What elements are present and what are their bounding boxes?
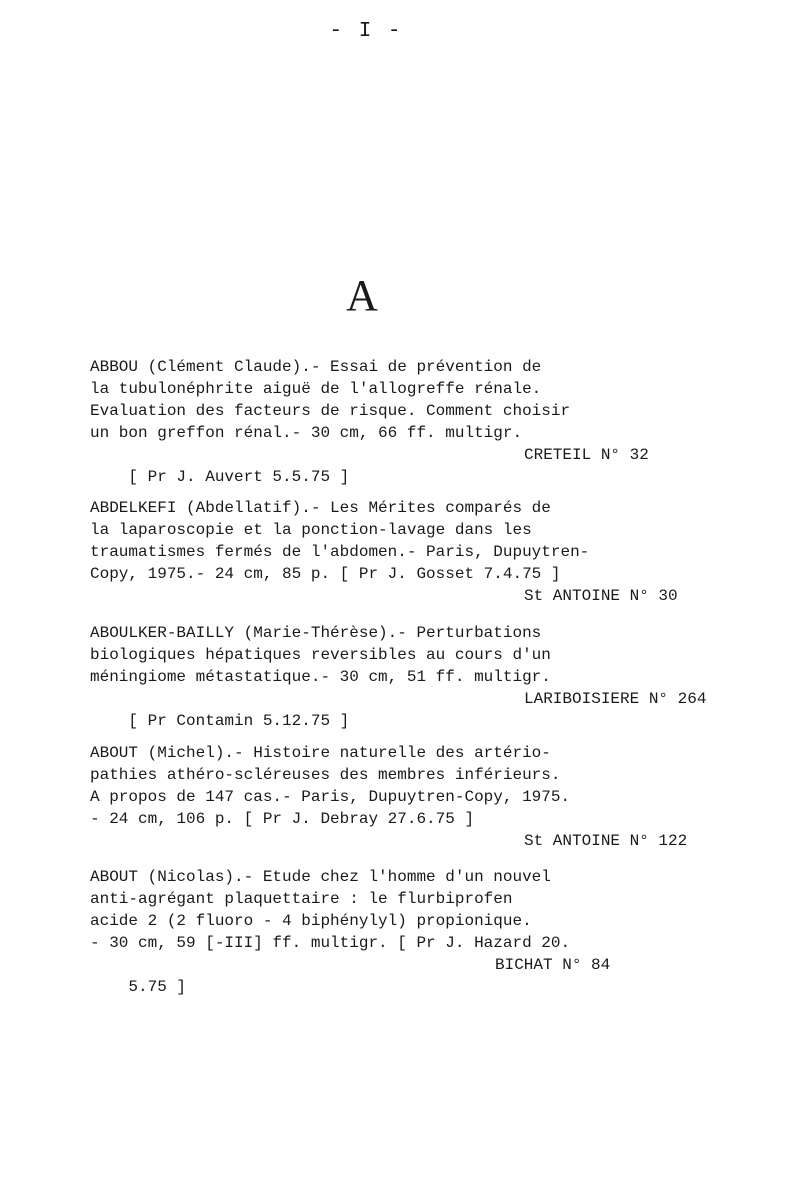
entry-final-line: [90, 830, 730, 852]
entry-final-line: [90, 585, 730, 607]
entry-text-line: ABDELKEFI (Abdellatif).- Les Mérites comparés de: [90, 499, 551, 517]
thesis-director-date: [ Pr J. Auvert 5.5.75 ]: [128, 468, 350, 486]
entry-text-line: acide 2 (2 fluoro - 4 biphénylyl) propionique.: [90, 912, 532, 930]
section-letter-heading: A: [346, 271, 378, 320]
thesis-director-date: 5.75 ]: [128, 978, 187, 996]
entry-final-line: [90, 688, 730, 730]
library-location: CRETEIL N° 32: [524, 446, 649, 464]
entry-text-line: ABOULKER-BAILLY (Marie-Thérèse).- Perturbations: [90, 624, 542, 642]
entry-final-line: [90, 954, 730, 996]
entry-text-line: traumatismes fermés de l'abdomen.- Paris, Dupuytren-: [90, 543, 590, 561]
entry-text-line: - 30 cm, 59 [-III] ff. multigr. [ Pr J. Hazard 20.: [90, 934, 571, 952]
library-location: St ANTOINE N° 30: [524, 587, 678, 605]
entry-text-line: pathies athéro-scléreuses des membres inférieurs.: [90, 766, 561, 784]
bibliography-entry: [90, 742, 730, 852]
bibliography-entry: [90, 622, 730, 730]
entry-text-line: ABBOU (Clément Claude).- Essai de prévention de: [90, 358, 542, 376]
thesis-director-date: [ Pr Contamin 5.12.75 ]: [128, 712, 350, 730]
entry-text-line: méningiome métastatique.- 30 cm, 51 ff. multigr.: [90, 668, 551, 686]
page-number: - I -: [329, 20, 403, 43]
entry-text-line: anti-agrégant plaquettaire : le flurbiprofen: [90, 890, 513, 908]
entry-text-line: ABOUT (Nicolas).- Etude chez l'homme d'un nouvel: [90, 868, 551, 886]
entry-text-line: la tubulonéphrite aiguë de l'allogreffe rénale.: [90, 380, 542, 398]
entry-text-line: ABOUT (Michel).- Histoire naturelle des artério-: [90, 744, 551, 762]
bibliography-entry: [90, 497, 730, 607]
entry-text-line: - 24 cm, 106 p. [ Pr J. Debray 27.6.75 ]: [90, 810, 475, 828]
library-location: St ANTOINE N° 122: [524, 832, 688, 850]
entry-text-line: A propos de 147 cas.- Paris, Dupuytren-Copy, 1975.: [90, 788, 571, 806]
bibliography-entry: [90, 356, 730, 486]
library-location: BICHAT N° 84: [495, 956, 611, 974]
entry-final-line: [90, 444, 730, 486]
entry-text-line: la laparoscopie et la ponction-lavage dans les: [90, 521, 532, 539]
library-location: LARIBOISIERE N° 264: [524, 690, 707, 708]
entry-text-line: Copy, 1975.- 24 cm, 85 p. [ Pr J. Gosset 7.4.75 ]: [90, 565, 561, 583]
entry-text-line: un bon greffon rénal.- 30 cm, 66 ff. multigr.: [90, 424, 523, 442]
bibliography-entry: [90, 866, 730, 996]
entry-text-line: Evaluation des facteurs de risque. Comment choisir: [90, 402, 571, 420]
entry-text-line: biologiques hépatiques reversibles au cours d'un: [90, 646, 551, 664]
